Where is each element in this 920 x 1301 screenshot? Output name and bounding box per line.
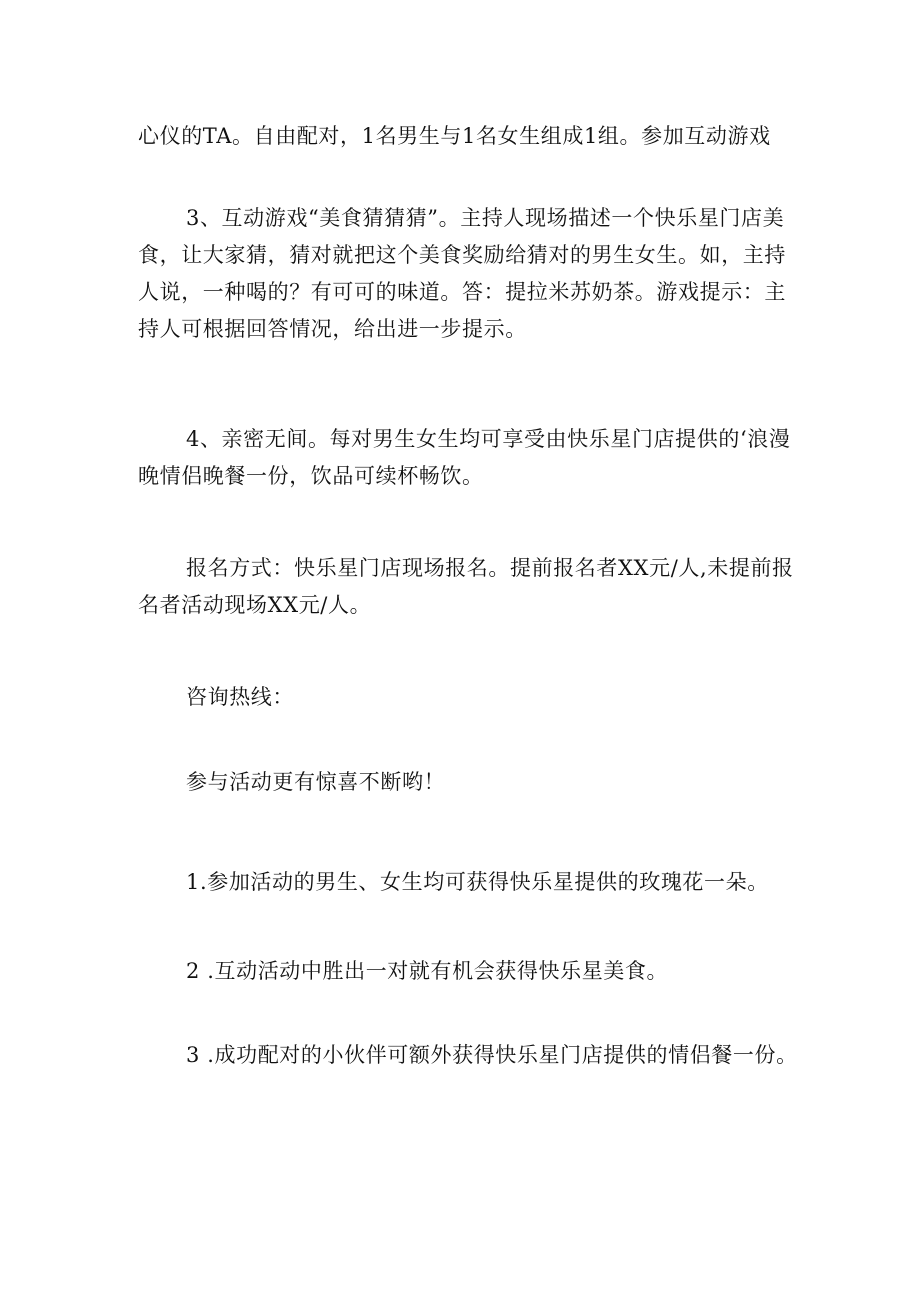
- list-item-food-prize: 2 .互动活动中胜出一对就有机会获得快乐星美食。: [186, 959, 669, 983]
- paragraph-surprises: 参与活动更有惊喜不断哟！: [186, 770, 446, 794]
- list-item-couple-meal: 3 .成功配对的小伙伴可额外获得快乐星门店提供的情侣餐一份。: [186, 1043, 798, 1067]
- paragraph-intimate-dinner: 4、亲密无间。每对男生女生均可享受由快乐星门店提供的‘浪漫晚情侣晚餐一份，饮品可续杯畅饮。: [138, 427, 791, 488]
- paragraph-hotline: 咨询热线：: [186, 685, 294, 709]
- list-item-rose-gift: 1.参加活动的男生、女生均可获得快乐星提供的玫瑰花一朵。: [186, 870, 769, 894]
- paragraph-pairing-continuation: 心仪的TA。自由配对，1名男生与1名女生组成1组。参加互动游戏: [138, 124, 771, 148]
- paragraph-registration-method: 报名方式：快乐星门店现场报名。提前报名者XX元/人,未提前报名者活动现场XX元/人。: [138, 556, 794, 617]
- paragraph-food-guessing-game: 3、互动游戏“美食猜猜猜”。主持人现场描述一个快乐星门店美食，让大家猜，猜对就把这个美食奖励给猜对的男生女生。如，主持人说，一种喝的？有可可的味道。答：提拉米苏奶茶。游戏提示：主持人可根据回答情况，给出进一步提示。: [138, 206, 786, 341]
